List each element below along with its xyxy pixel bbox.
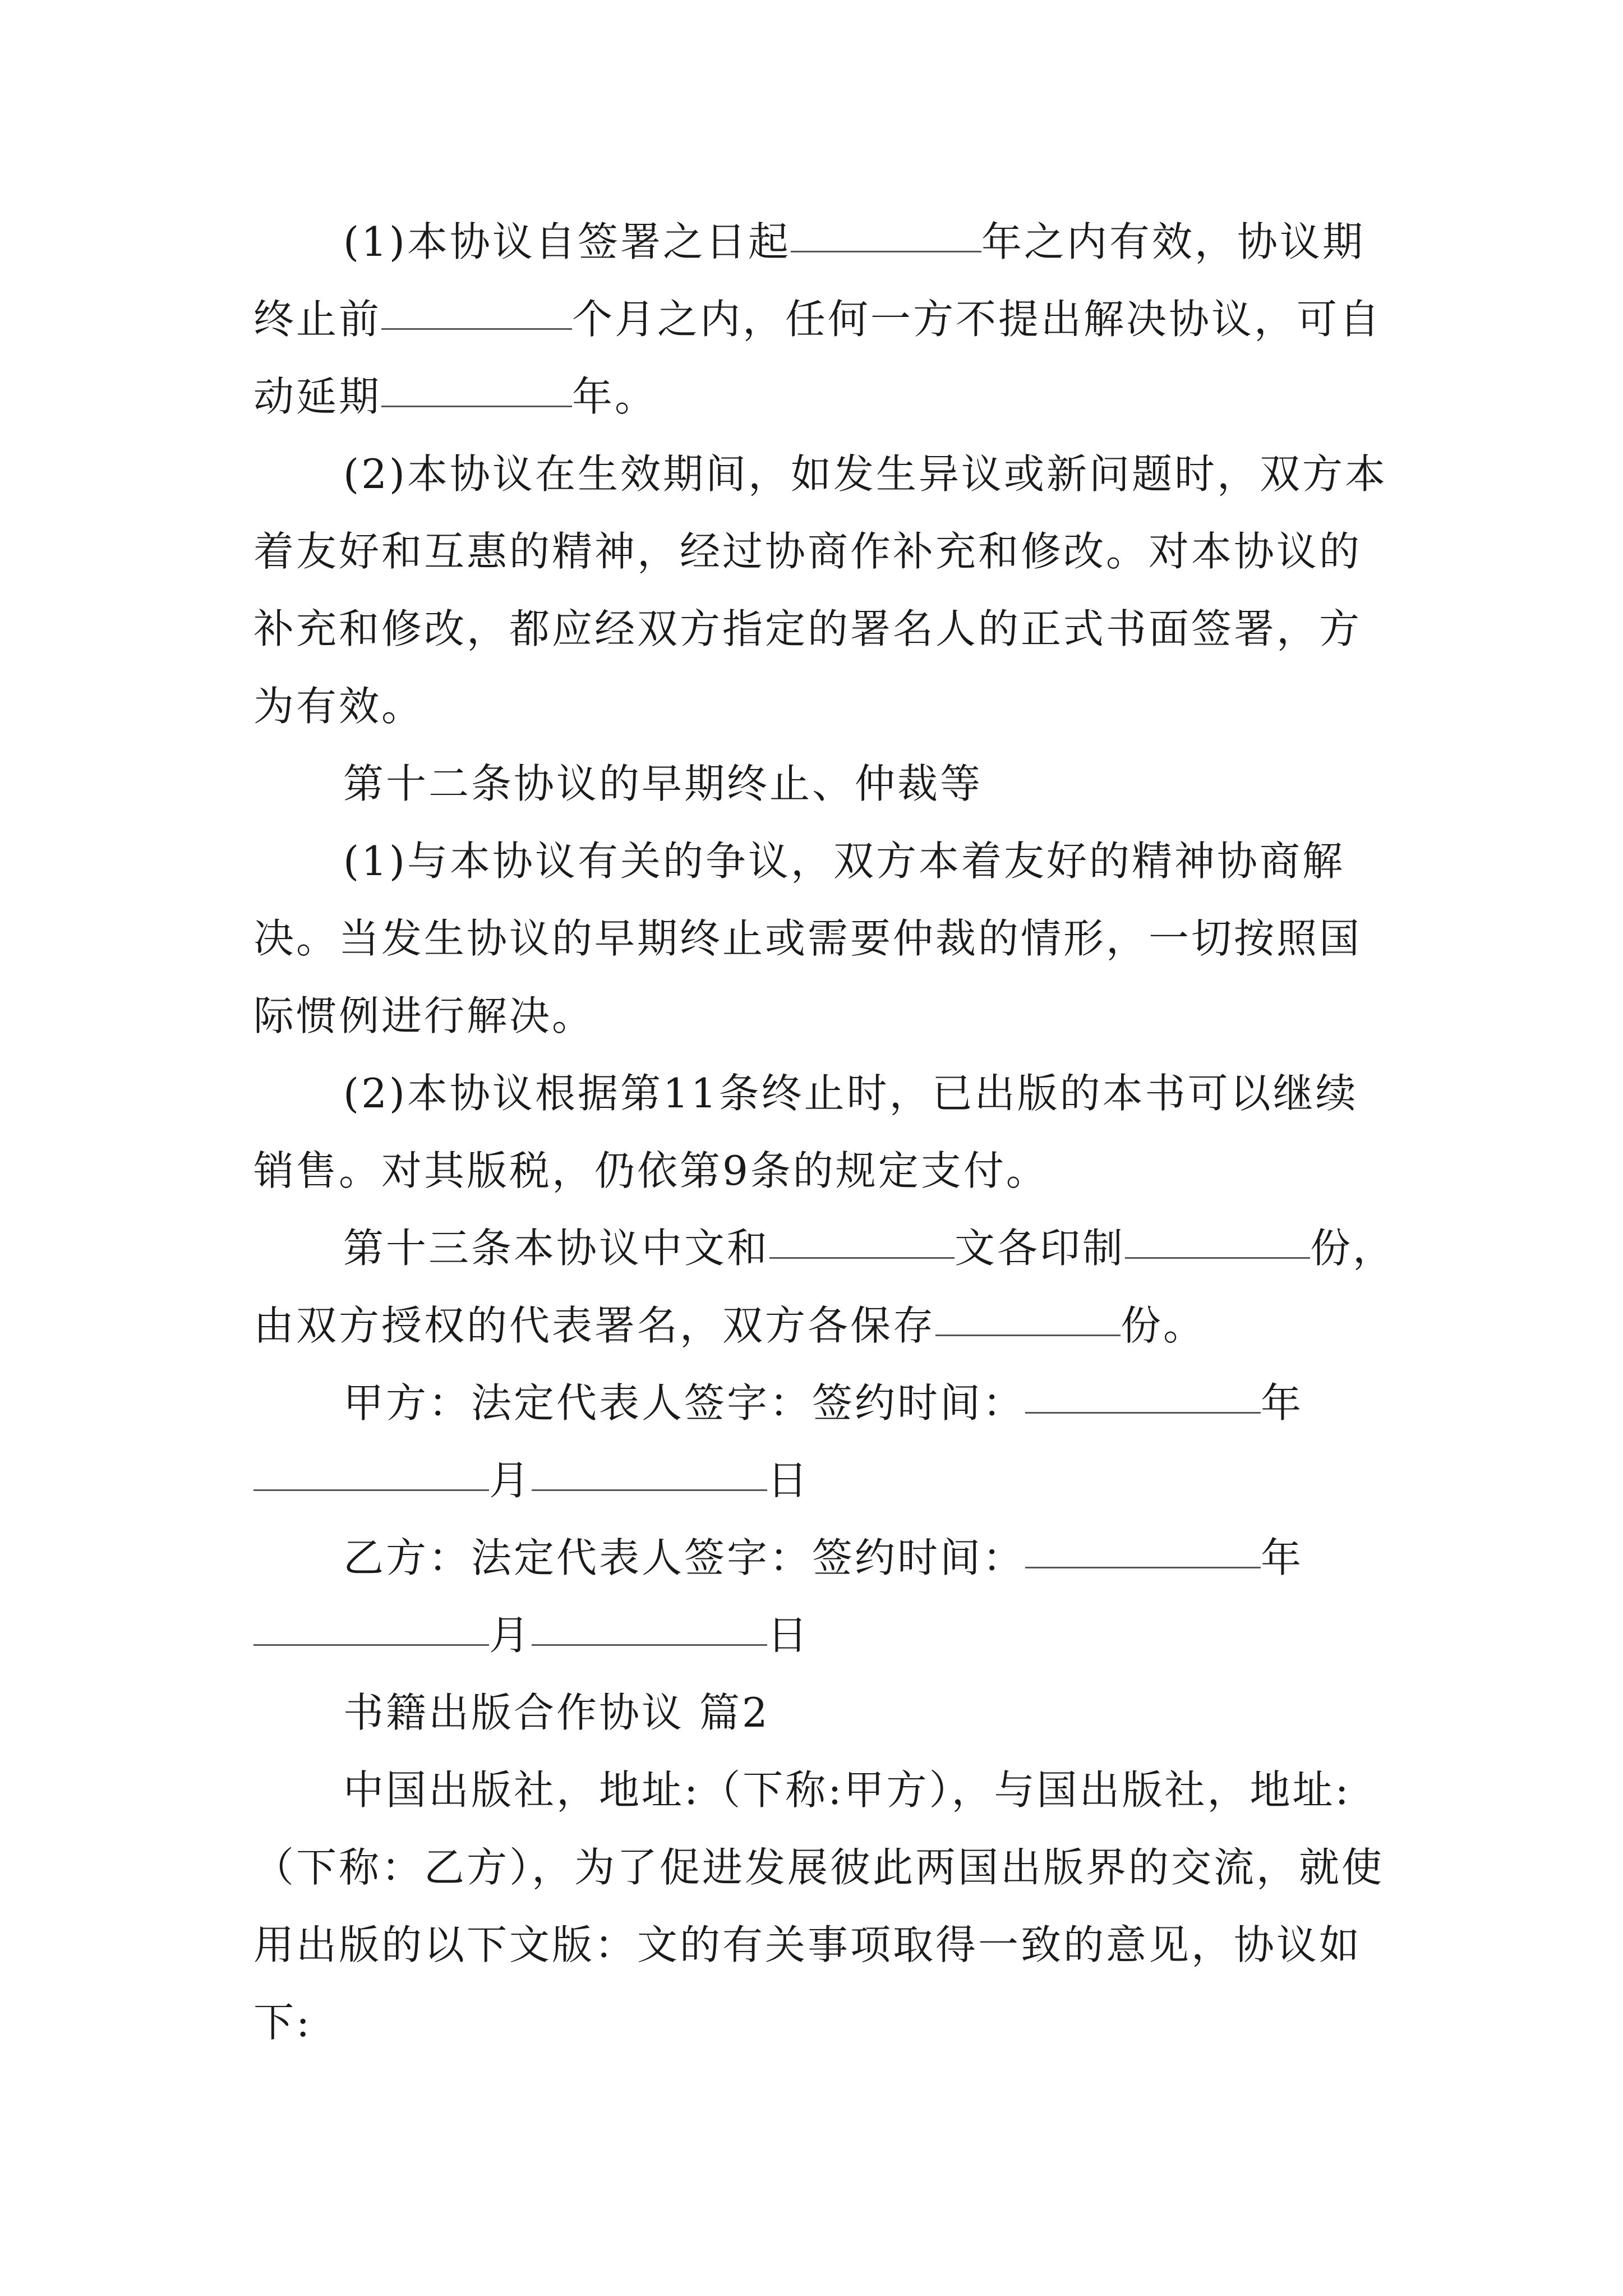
text-segment: 乙方：法定代表人签字：签约时间： bbox=[343, 1534, 1026, 1581]
blank-line bbox=[253, 1489, 489, 1491]
clause-13-copies bbox=[253, 1209, 1398, 1364]
text-segment: 第十三条本协议中文和 bbox=[343, 1225, 770, 1272]
blank-line bbox=[791, 250, 981, 252]
blank-line bbox=[381, 328, 572, 330]
text-segment: 月 bbox=[489, 1612, 532, 1659]
blank-line bbox=[769, 1257, 955, 1259]
text-segment: (1)本协议自签署之日起 bbox=[343, 218, 791, 265]
blank-line bbox=[532, 1644, 767, 1646]
blank-line bbox=[1025, 1566, 1261, 1568]
document-body bbox=[253, 203, 1398, 2061]
section-heading: 书籍出版合作协议 篇2 bbox=[343, 1689, 770, 1736]
text-segment: 年 bbox=[1261, 1379, 1304, 1427]
blank-line bbox=[1125, 1257, 1310, 1259]
text-segment: 年 bbox=[1261, 1534, 1304, 1581]
signature-party-b bbox=[253, 1519, 1398, 1674]
text-segment: 日 bbox=[767, 1457, 810, 1504]
text-segment: 甲方：法定代表人签字：签约时间： bbox=[343, 1379, 1026, 1427]
text-segment: 年。 bbox=[572, 373, 658, 420]
text-segment: 日 bbox=[767, 1612, 810, 1659]
signature-party-a bbox=[253, 1364, 1398, 1519]
text-segment: 年之内有效，协议期终止前 bbox=[253, 218, 1366, 343]
paragraph-termination-sales: (2)本协议根据第11条终止时，已出版的本书可以继续销售。对其版税，仍依第9条的规定支付。 bbox=[253, 1070, 1358, 1194]
blank-line bbox=[532, 1489, 767, 1491]
blank-line bbox=[1025, 1411, 1261, 1414]
text-segment: 文各印制 bbox=[955, 1225, 1126, 1272]
text-segment: 月 bbox=[489, 1457, 532, 1504]
paragraph-amendment: (2)本协议在生效期间，如发生异议或新问题时，双方本着友好和互惠的精神，经过协商作补充和修改。对本协议的补充和修改，都应经双方指定的署名人的正式书面签署，方为有效。 bbox=[253, 450, 1387, 730]
blank-line bbox=[935, 1334, 1121, 1336]
text-segment: 份，由双方授权的代表署名，双方各保存 bbox=[253, 1225, 1396, 1349]
blank-line bbox=[381, 405, 572, 407]
clause-12-heading: 第十二条协议的早期终止、仲裁等 bbox=[343, 760, 983, 807]
blank-line bbox=[253, 1644, 489, 1646]
paragraph-dispute: (1)与本协议有关的争议，双方本着友好的精神协商解决。当发生协议的早期终止或需要仲裁的情形，一切按照国际惯例进行解决。 bbox=[253, 838, 1362, 1039]
paragraph-validity bbox=[253, 203, 1398, 435]
text-segment: 份。 bbox=[1121, 1302, 1206, 1349]
text-segment: 个月之内，任何一方不提出解决协议，可自动延期 bbox=[253, 296, 1382, 420]
paragraph-preamble: 中国出版社，地址:（下称:甲方），与国出版社，地址:（下称：乙方），为了促进发展彼此两国出版界的交流，就使用出版的以下文版：文的有关事项取得一致的意见，协议如下: bbox=[253, 1766, 1385, 2046]
